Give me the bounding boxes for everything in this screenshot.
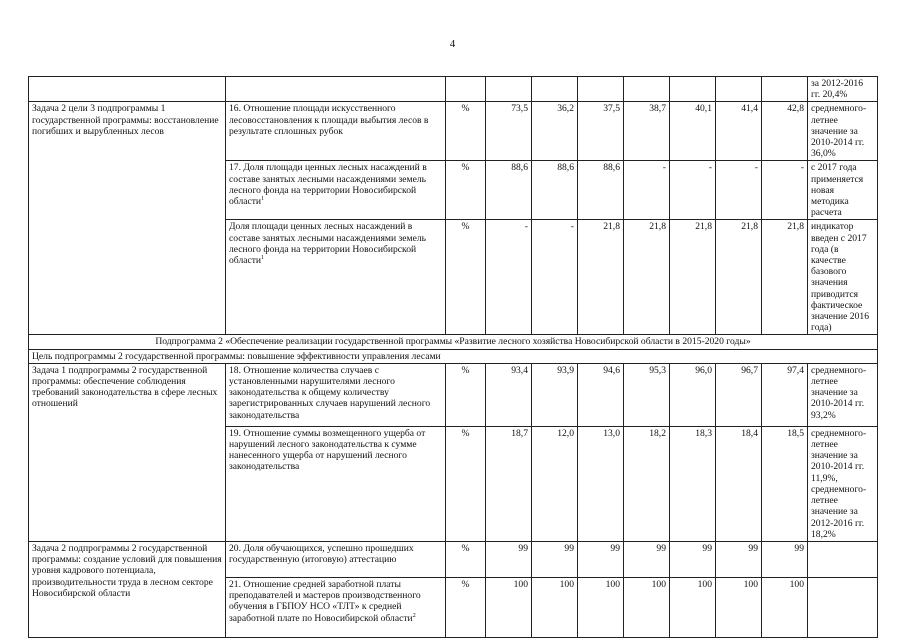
goal-heading: Цель подпрограммы 2 государственной программы: повышение эффективности управления лесами xyxy=(29,349,878,363)
value-cell: 12,0 xyxy=(532,426,578,541)
value-cell: 99 xyxy=(486,541,532,577)
unit-cell: % xyxy=(446,577,486,637)
value-cell: 21,8 xyxy=(716,220,762,335)
unit-cell: % xyxy=(446,426,486,541)
indicator-cell: 18. Отношение количества случаев с установленными нарушителями лесного законодательства к общему количеству зарегистрированных случаев нарушений лесного законодательства xyxy=(226,363,446,426)
value-cell: 99 xyxy=(716,541,762,577)
indicator-cell: 16. Отношение площади искусственного лесовосстановления к площади выбытия лесов в результате сплошных рубок xyxy=(226,102,446,161)
indicator-text: Доля площади ценных лесных насаждений в составе занятых лесными насаждениями земель лесного фонда на территории Новосибирской области xyxy=(229,221,427,267)
value-cell: 73,5 xyxy=(486,102,532,161)
value-cell: 42,8 xyxy=(762,102,808,161)
value-cell: 96,7 xyxy=(716,363,762,426)
value-cell: 100 xyxy=(762,577,808,637)
value-cell: 99 xyxy=(762,541,808,577)
unit-cell xyxy=(446,77,486,102)
unit-cell: % xyxy=(446,541,486,577)
value-cell: 38,7 xyxy=(624,102,670,161)
value-cell: 36,2 xyxy=(532,102,578,161)
footnote-mark: 1 xyxy=(261,195,265,202)
value-cell: 18,3 xyxy=(670,426,716,541)
value-cell: - xyxy=(762,161,808,220)
value-cell: 93,4 xyxy=(486,363,532,426)
note-cell: среднемного-летнее значение за 2010-2014 гг. 36,0% xyxy=(808,102,878,161)
note-cell: за 2012-2016 гг. 20,4% xyxy=(808,77,878,102)
note-cell xyxy=(808,541,878,577)
value-cell: 40,1 xyxy=(670,102,716,161)
value-cell xyxy=(762,77,808,102)
value-cell: 21,8 xyxy=(762,220,808,335)
value-cell: 88,6 xyxy=(532,161,578,220)
indicator-text: 21. Отношение средней заработной платы преподавателей и мастеров производственного обучения в ГБПОУ НСО «ТЛТ» к средней заработной плате по Новосибирской области xyxy=(229,578,421,624)
note-cell xyxy=(808,577,878,637)
value-cell: 96,0 xyxy=(670,363,716,426)
value-cell: - xyxy=(532,220,578,335)
footnote-mark: 1 xyxy=(261,254,265,261)
value-cell: 100 xyxy=(486,577,532,637)
value-cell: 41,4 xyxy=(716,102,762,161)
indicator-cell xyxy=(226,77,446,102)
value-cell xyxy=(532,77,578,102)
value-cell: 37,5 xyxy=(578,102,624,161)
value-cell: 100 xyxy=(716,577,762,637)
unit-cell: % xyxy=(446,220,486,335)
value-cell: 95,3 xyxy=(624,363,670,426)
unit-cell: % xyxy=(446,102,486,161)
value-cell xyxy=(716,77,762,102)
value-cell: 99 xyxy=(670,541,716,577)
value-cell: - xyxy=(670,161,716,220)
task-cell xyxy=(29,77,226,102)
page-number: 4 xyxy=(449,38,456,50)
table-row xyxy=(29,102,878,161)
unit-cell: % xyxy=(446,363,486,426)
value-cell: 18,4 xyxy=(716,426,762,541)
subprogram-heading: Подпрограмма 2 «Обеспечение реализации государственной программы «Развитие лесного хозяйства Новосибирской области в 2015-2020 годы» xyxy=(29,335,878,349)
footnote-mark: 2 xyxy=(412,612,416,619)
table-row xyxy=(29,541,878,577)
value-cell: 99 xyxy=(624,541,670,577)
task-cell: Задача 2 подпрограммы 2 государственной программы: создание условий для повышения уровня кадрового потенциала, производительности труда в лесном секторе Новосибирской области xyxy=(29,541,226,637)
task-cell: Задача 1 подпрограммы 2 государственной программы: обеспечение соблюдения требований законодательства в сфере лесных отношений xyxy=(29,363,226,541)
value-cell: 18,7 xyxy=(486,426,532,541)
value-cell: - xyxy=(716,161,762,220)
unit-cell: % xyxy=(446,161,486,220)
indicator-cell: 20. Доля обучающихся, успешно прошедших государственную (итоговую) аттестацию xyxy=(226,541,446,577)
value-cell: 88,6 xyxy=(578,161,624,220)
value-cell: 100 xyxy=(624,577,670,637)
value-cell xyxy=(486,77,532,102)
note-cell: с 2017 года применяется новая методика расчета xyxy=(808,161,878,220)
indicator-text: 17. Доля площади ценных лесных насаждений в составе занятых лесными насаждениями земель лесного фонда на территории Новосибирской области xyxy=(229,162,427,208)
value-cell: 88,6 xyxy=(486,161,532,220)
value-cell: 99 xyxy=(532,541,578,577)
value-cell: 100 xyxy=(578,577,624,637)
table-row xyxy=(29,335,878,349)
value-cell: 99 xyxy=(578,541,624,577)
note-cell: индикатор введен с 2017 года (в качестве базового значения приводится фактическое значение 2016 года) xyxy=(808,220,878,335)
value-cell: 94,6 xyxy=(578,363,624,426)
value-cell: 13,0 xyxy=(578,426,624,541)
indicator-cell xyxy=(226,577,446,637)
table-row xyxy=(29,77,878,102)
value-cell xyxy=(624,77,670,102)
value-cell: 93,9 xyxy=(532,363,578,426)
value-cell xyxy=(670,77,716,102)
value-cell xyxy=(578,77,624,102)
note-cell: среднемного-летнее значение за 2010-2014 гг. 93,2% xyxy=(808,363,878,426)
note-cell: среднемного-летнее значение за 2010-2014 гг. 11,9%, среднемного-летнее значение за 2012-2016 гг. 18,2% xyxy=(808,426,878,541)
indicator-cell: 19. Отношение суммы возмещенного ущерба от нарушений лесного законодательства к сумме нанесенного ущерба от нарушений лесного законодательства xyxy=(226,426,446,541)
value-cell: 21,8 xyxy=(624,220,670,335)
value-cell: 21,8 xyxy=(578,220,624,335)
value-cell: - xyxy=(624,161,670,220)
indicator-cell xyxy=(226,161,446,220)
table-row xyxy=(29,363,878,426)
value-cell: - xyxy=(486,220,532,335)
task-cell: Задача 2 цели 3 подпрограммы 1 государственной программы: восстановление погибших и вырубленных лесов xyxy=(29,102,226,335)
table-row xyxy=(29,349,878,363)
value-cell: 18,2 xyxy=(624,426,670,541)
value-cell: 100 xyxy=(532,577,578,637)
indicator-cell xyxy=(226,220,446,335)
value-cell: 100 xyxy=(670,577,716,637)
value-cell: 18,5 xyxy=(762,426,808,541)
value-cell: 21,8 xyxy=(670,220,716,335)
value-cell: 97,4 xyxy=(762,363,808,426)
indicators-table xyxy=(28,76,878,638)
